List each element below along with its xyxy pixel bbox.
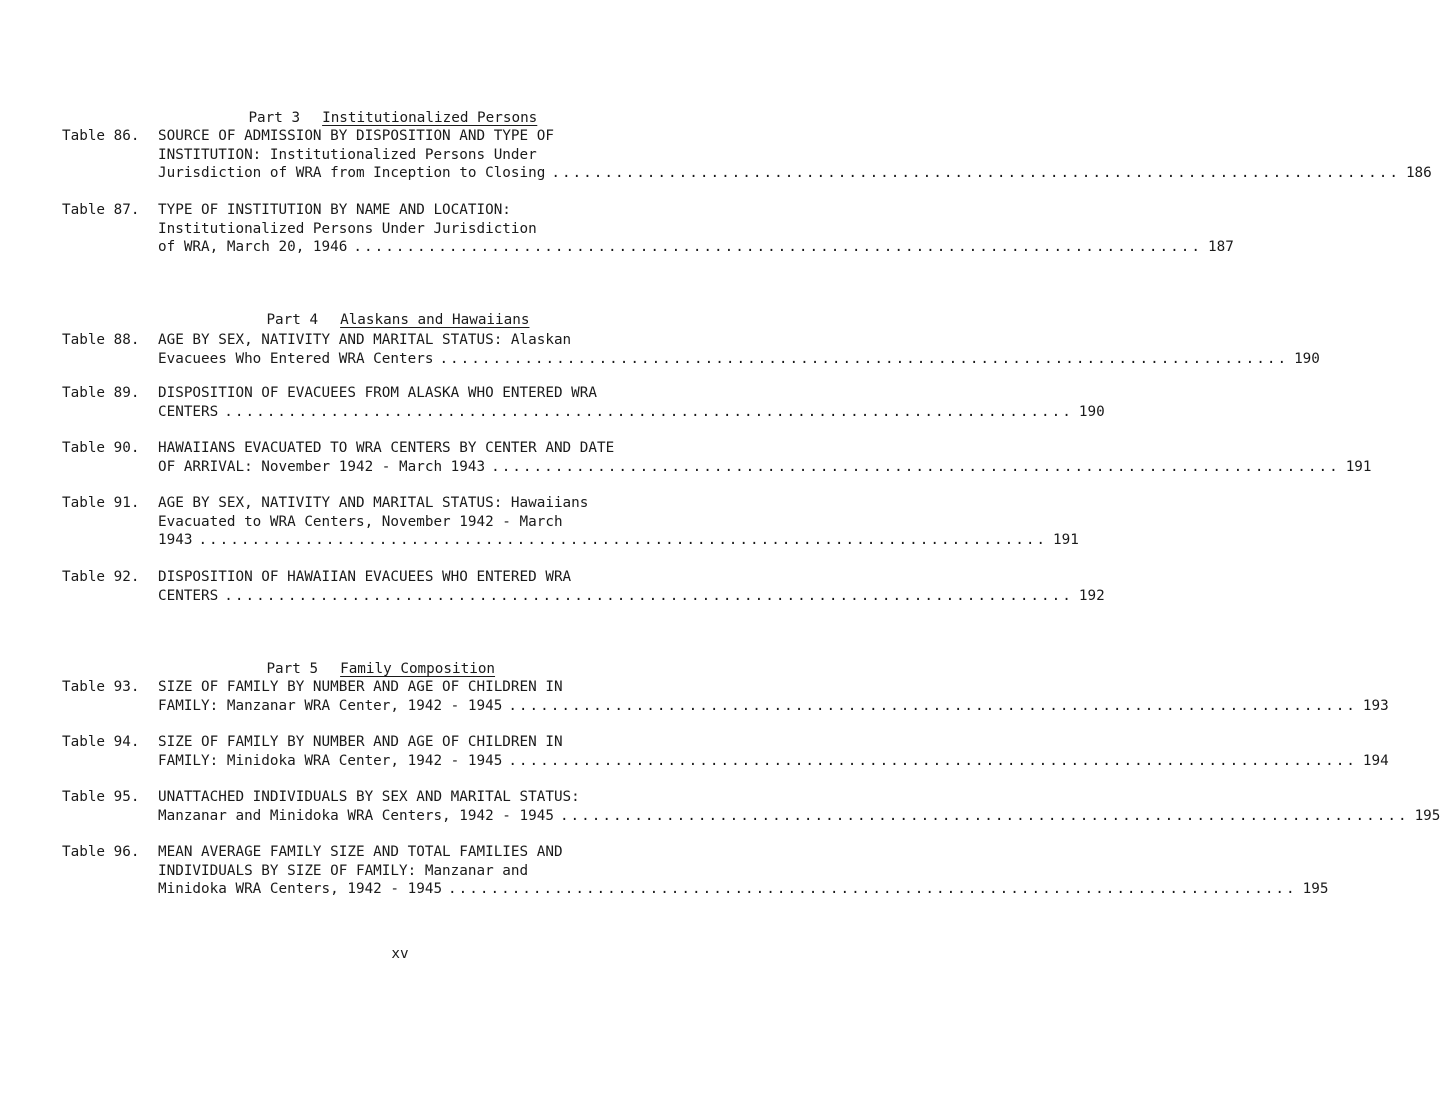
dot-leader: ................................................................................ bbox=[353, 239, 1202, 256]
table-label: Table 94. bbox=[62, 734, 140, 750]
page-ref: 195 bbox=[1302, 881, 1329, 898]
entry-title-line: FAMILY: Minidoka WRA Center, 1942 - 1945 bbox=[158, 752, 503, 769]
entry-title-line: Evacuated to WRA Centers, November 1942 - March bbox=[158, 513, 563, 530]
dot-leader: ................................................................................ bbox=[224, 587, 1073, 604]
part-title: Institutionalized Persons bbox=[322, 110, 538, 126]
table-label: Table 87. bbox=[62, 202, 140, 218]
entry-title-line: INSTITUTION: Institutionalized Persons Under bbox=[158, 146, 537, 163]
dot-leader: ................................................................................ bbox=[551, 165, 1400, 182]
entry-title-line: SIZE OF FAMILY BY NUMBER AND AGE OF CHILDREN IN bbox=[158, 679, 563, 695]
entry-title-line: CENTERS bbox=[158, 403, 219, 420]
entry-title-line: UNATTACHED INDIVIDUALS BY SEX AND MARITAL STATUS: bbox=[158, 789, 580, 805]
page-ref: 195 bbox=[1414, 807, 1440, 824]
entry-title-line: MEAN AVERAGE FAMILY SIZE AND TOTAL FAMILIES AND bbox=[158, 844, 563, 860]
dot-leader: ................................................................................ bbox=[491, 458, 1340, 475]
dot-leader: ................................................................................ bbox=[508, 752, 1357, 769]
entry-title-line: AGE BY SEX, NATIVITY AND MARITAL STATUS: Alaskan bbox=[158, 332, 572, 348]
page-ref: 192 bbox=[1078, 587, 1105, 604]
entry-title-line: SOURCE OF ADMISSION BY DISPOSITION AND TYPE OF bbox=[158, 128, 554, 144]
entry-title-line: Evacuees Who Entered WRA Centers bbox=[158, 350, 434, 367]
entry-title-line: Manzanar and Minidoka WRA Centers, 1942 - 1945 bbox=[158, 807, 554, 824]
entry-title-line: HAWAIIANS EVACUATED TO WRA CENTERS BY CENTER AND DATE bbox=[158, 440, 615, 456]
entry-title-line: Jurisdiction of WRA from Inception to Closing bbox=[158, 165, 546, 182]
table-label: Table 96. bbox=[62, 844, 140, 860]
entry-title-line: INDIVIDUALS BY SIZE OF FAMILY: Manzanar and bbox=[158, 862, 529, 879]
entry-title-line: of WRA, March 20, 1946 bbox=[158, 239, 348, 256]
entry-title-line: 1943 bbox=[158, 532, 193, 549]
page-ref: 190 bbox=[1294, 350, 1320, 367]
page-ref: 191 bbox=[1053, 532, 1079, 549]
table-label: Table 91. bbox=[62, 495, 140, 511]
page-ref: 190 bbox=[1078, 403, 1105, 420]
page-ref: 186 bbox=[1405, 165, 1432, 182]
dot-leader: ................................................................................ bbox=[198, 532, 1048, 549]
dot-leader: ................................................................................ bbox=[559, 807, 1409, 824]
entry-title-line: CENTERS bbox=[158, 587, 219, 604]
table-label: Table 88. bbox=[62, 332, 140, 348]
part-label: Part 4 bbox=[266, 312, 319, 328]
entry-title-line: TYPE OF INSTITUTION BY NAME AND LOCATION: bbox=[158, 202, 511, 218]
entry-title-line: DISPOSITION OF EVACUEES FROM ALASKA WHO ENTERED WRA bbox=[158, 385, 597, 401]
dot-leader: ................................................................................ bbox=[508, 697, 1357, 714]
part-label: Part 3 bbox=[248, 110, 301, 126]
entry-title-line: AGE BY SEX, NATIVITY AND MARITAL STATUS: Hawaiians bbox=[158, 495, 589, 511]
dot-leader: ................................................................................ bbox=[224, 403, 1073, 420]
entry-title-line: FAMILY: Manzanar WRA Center, 1942 - 1945 bbox=[158, 697, 503, 714]
entry-title-line: Institutionalized Persons Under Jurisdiction bbox=[158, 220, 537, 237]
entry-title-line: Minidoka WRA Centers, 1942 - 1945 bbox=[158, 881, 443, 898]
page-ref: 187 bbox=[1207, 239, 1234, 256]
entry-title-line: DISPOSITION OF HAWAIIAN EVACUEES WHO ENTERED WRA bbox=[158, 569, 572, 585]
entry-title-line: SIZE OF FAMILY BY NUMBER AND AGE OF CHILDREN IN bbox=[158, 734, 563, 750]
entry-title-line: OF ARRIVAL: November 1942 - March 1943 bbox=[158, 458, 486, 475]
table-label: Table 92. bbox=[62, 569, 140, 585]
table-label: Table 89. bbox=[62, 385, 140, 401]
part-label: Part 5 bbox=[266, 661, 319, 677]
page-number: xv bbox=[391, 946, 409, 962]
page-ref: 194 bbox=[1362, 752, 1389, 769]
dot-leader: ................................................................................ bbox=[439, 350, 1289, 367]
table-label: Table 90. bbox=[62, 440, 140, 456]
table-label: Table 93. bbox=[62, 679, 140, 695]
part-title: Family Composition bbox=[340, 661, 496, 677]
page-ref: 191 bbox=[1345, 458, 1372, 475]
table-label: Table 86. bbox=[62, 128, 140, 144]
dot-leader: ................................................................................ bbox=[448, 881, 1297, 898]
page-ref: 193 bbox=[1362, 697, 1389, 714]
table-label: Table 95. bbox=[62, 789, 140, 805]
part-title: Alaskans and Hawaiians bbox=[340, 312, 530, 328]
